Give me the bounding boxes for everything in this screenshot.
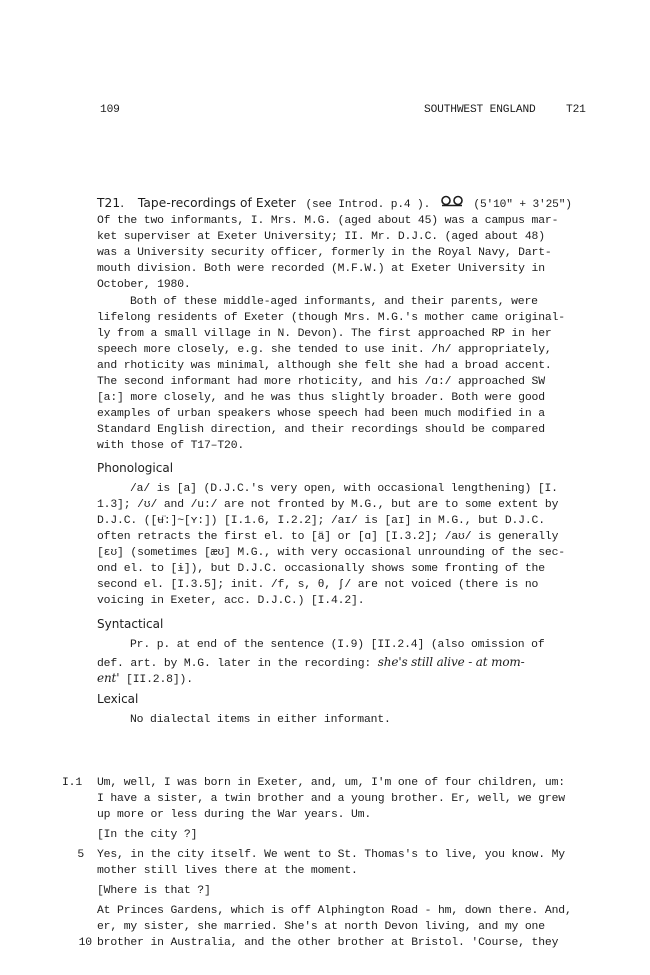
text-segment: [II.2.8]). [126,674,193,686]
text-line: Standard English direction, and their recordings should be compared [97,424,545,436]
phonological-heading: Phonological [97,461,174,475]
text-line: ket superviser at Exeter University; II. Mr. D.J.C. (aged about 48) [97,231,545,243]
transcript-label: I.1 [62,777,83,789]
transcript-line: mother still lives there at the moment. [97,865,358,877]
transcript-line: up more or less during the War years. Um. [97,809,372,821]
text-line: D.J.C. ([ʉ̈:]~[ʏ:]) [I.1.6, I.2.2]; /aɪ/ is [aɪ] in M.G., but D.J.C. [97,515,545,527]
section-title-reference: (see Introd. p.4 ). [305,199,431,212]
text-line [97,671,193,686]
tape-recording-icon [440,194,464,212]
text-line: 1.3]; /ʊ/ and /u:/ are not fronted by M.G., but are to some extent by [97,499,559,511]
text-line: Of the two informants, I. Mrs. M.G. (aged about 45) was a campus mar- [97,215,559,227]
text-line: with those of T17–T20. [97,440,245,452]
text-line: October, 1980. [97,279,191,291]
running-title: SOUTHWEST ENGLAND [424,104,536,116]
text-segment: def. art. by M.G. later in the recording: [97,658,372,670]
text-line [97,655,525,670]
text-line: ond el. to [ɨ]), but D.J.C. occasionally shows some fronting of the [97,563,545,575]
text-line: /a/ is [a] (D.J.C.'s very open, with occasional lengthening) [I. [130,483,558,495]
line-number: 5 [77,849,84,861]
text-line: Both of these middle-aged informants, and their parents, were [130,296,538,308]
text-line: lifelong residents of Exeter (though Mrs. M.G.'s mother came original- [97,312,565,324]
transcript-line: I have a sister, a twin brother and a young brother. Er, well, we grew [97,793,565,805]
page-number: 109 [100,104,120,116]
text-line: often retracts the first el. to [ä] or [ɑ] [I.3.2]; /aʊ/ is generally [97,531,559,543]
quoted-example: ent' [97,671,120,685]
text-line: was a University security officer, formerly in the Royal Navy, Dart- [97,247,552,259]
text-line: second el. [I.3.5]; init. /f, s, θ, ʃ/ are not voiced (there is no [97,579,539,591]
text-line: speech more closely, e.g. she tended to use init. /h/ appropriately, [97,344,552,356]
section-title-main: Tape-recordings of Exeter [137,196,296,211]
text-line: and rhoticity was minimal, although she felt she had a broad accent. [97,360,552,372]
text-line: Pr. p. at end of the sentence (I.9) [II.2.4] (also omission of [130,639,545,651]
transcript-line: [Where is that ?] [97,885,211,897]
transcript-line: At Princes Gardens, which is off Alphington Road - hm, down there. And, [97,905,572,917]
section-title-code: T21. [97,196,125,211]
transcript-line: er, my sister, she married. She's at north Devon living, and my one [97,921,545,933]
syntactical-heading: Syntactical [97,617,164,631]
text-line: [a:] more closely, and he was thus slightly broader. Both were good [97,392,545,404]
text-line: The second informant had more rhoticity, and his /ɑ:/ approached SW [97,376,545,388]
text-line: voicing in Exeter, acc. D.J.C.) [I.4.2]. [97,595,365,607]
section-title [97,194,572,212]
lexical-text: No dialectal items in either informant. [130,714,391,726]
transcript-line: Um, well, I was born in Exeter, and, um, I'm one of four children, um: [97,777,565,789]
lexical-heading: Lexical [97,692,139,706]
transcript-line: [In the city ?] [97,829,198,841]
text-line: ly from a small village in N. Devon). The first approached RP in her [97,328,552,340]
section-title-duration: (5'10" + 3'25") [473,199,572,212]
quoted-example: she's still alive - at mom- [377,655,525,669]
transcript-line: Yes, in the city itself. We went to St. Thomas's to live, you know. My [97,849,565,861]
text-line: mouth division. Both were recorded (M.F.W.) at Exeter University in [97,263,545,275]
transcript-line: brother in Australia, and the other brother at Bristol. 'Course, they [97,937,559,949]
text-line: examples of urban speakers whose speech had been much modified in a [97,408,545,420]
section-code: T21 [566,104,586,116]
line-number: 10 [78,937,92,949]
text-line: [ɛʊ] (sometimes [æʊ] M.G., with very occasional unrounding of the sec- [97,547,565,559]
